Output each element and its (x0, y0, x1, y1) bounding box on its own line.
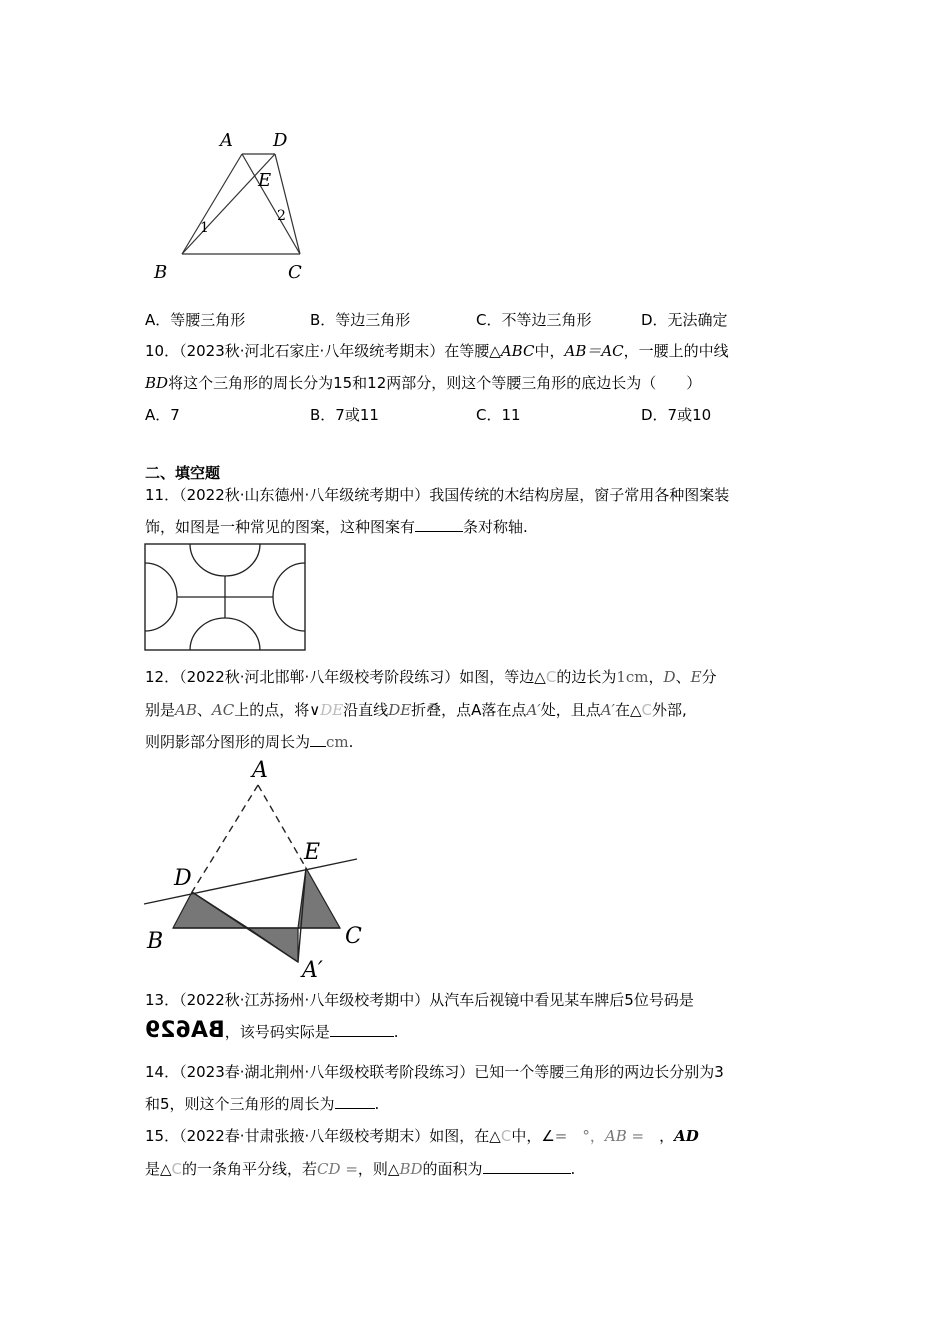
q12-shaded-left (173, 892, 248, 928)
q12-line1: 12．（2022秋·河北邯郸·八年级校考阶段练习）如图，等边△C的边长为1cm，D、E分 (145, 668, 717, 686)
q14-line2: 和5，则这个三角形的周长为 . (145, 1095, 380, 1113)
q9-option-a: A．等腰三角形 (145, 311, 246, 329)
q15-line1: 15．（2022春·甘肃张掖·八年级校考期末）如图，在△C中，∠= °，AB = ，AD (145, 1127, 699, 1145)
q9-label-2: 2 (277, 208, 286, 224)
q13-line2: BA629，该号码实际是 . (145, 1018, 399, 1043)
q11-answer-blank (415, 517, 463, 532)
q12-line3: 则阴影部分图形的周长为 cm. (145, 733, 354, 751)
q14-answer-blank (335, 1094, 375, 1109)
q12-figure (140, 755, 380, 985)
q12-label-Aprime: A′ (302, 958, 323, 983)
q13-plate-mirrored: BA629 (145, 1018, 225, 1043)
q9-segment-AC (242, 154, 300, 254)
q9-label-E: E (258, 170, 272, 191)
q15-line2: 是△C的一条角平分线，若CD =，则△BD的面积为 . (145, 1160, 576, 1178)
q14-line1: 14．（2023春·湖北荆州·八年级校联考阶段练习）已知一个等腰三角形的两边长分别为3 (145, 1063, 724, 1081)
q10-option-a: A．7 (145, 406, 180, 424)
q10-option-b: B．7或11 (310, 406, 379, 424)
q12-label-C: C (345, 924, 362, 949)
q9-segment-DC (275, 154, 300, 254)
q9-segment-AB (182, 154, 242, 254)
q9-label-A: A (220, 130, 233, 151)
q9-option-b: B．等边三角形 (310, 311, 411, 329)
q12-answer-blank (310, 732, 326, 747)
q9-label-B: B (154, 262, 168, 283)
q12-label-E: E (304, 840, 321, 865)
q10-option-c: C．11 (476, 406, 521, 424)
q9-label-D: D (273, 130, 288, 151)
section-title: 二、填空题 (145, 464, 221, 482)
q9-label-C: C (288, 262, 302, 283)
q10-option-d: D．7或10 (641, 406, 712, 424)
q9-segment-BD (182, 154, 275, 254)
q12-shaded-right (298, 868, 340, 928)
q15-answer-blank (483, 1159, 571, 1174)
q12-label-D: D (174, 866, 192, 891)
q12-label-B: B (147, 929, 164, 954)
q13-line1: 13．（2022秋·江苏扬州·八年级校考期中）从汽车后视镜中看见某车牌后5位号码是 (145, 991, 694, 1009)
q9-option-c: C．不等边三角形 (476, 311, 592, 329)
q9-label-1: 1 (200, 220, 209, 236)
q9-figure (140, 120, 330, 290)
q12-label-A: A (252, 758, 268, 783)
q12-line2: 别是AB、AC上的点，将∨DE沿直线DE折叠，点A落在点A′处，且点A′在△C外部, (145, 701, 687, 719)
q13-answer-blank (330, 1022, 394, 1037)
q9-option-d: D．无法确定 (641, 311, 728, 329)
q11-line1: 11．（2022秋·山东德州·八年级统考期中）我国传统的木结构房屋，窗子常用各种图案装 (145, 486, 730, 504)
q11-line2: 饰，如图是一种常见的图案，这种图案有 条对称轴. (145, 518, 528, 536)
q10-line2: BD将这个三角形的周长分为15和12两部分，则这个等腰三角形的底边长为（ ） (145, 374, 702, 392)
q11-figure (144, 543, 308, 653)
q10-line1: 10．（2023秋·河北石家庄·八年级统考期末）在等腰△ABC中，AB＝AC，一腰上的中线 (145, 342, 729, 360)
